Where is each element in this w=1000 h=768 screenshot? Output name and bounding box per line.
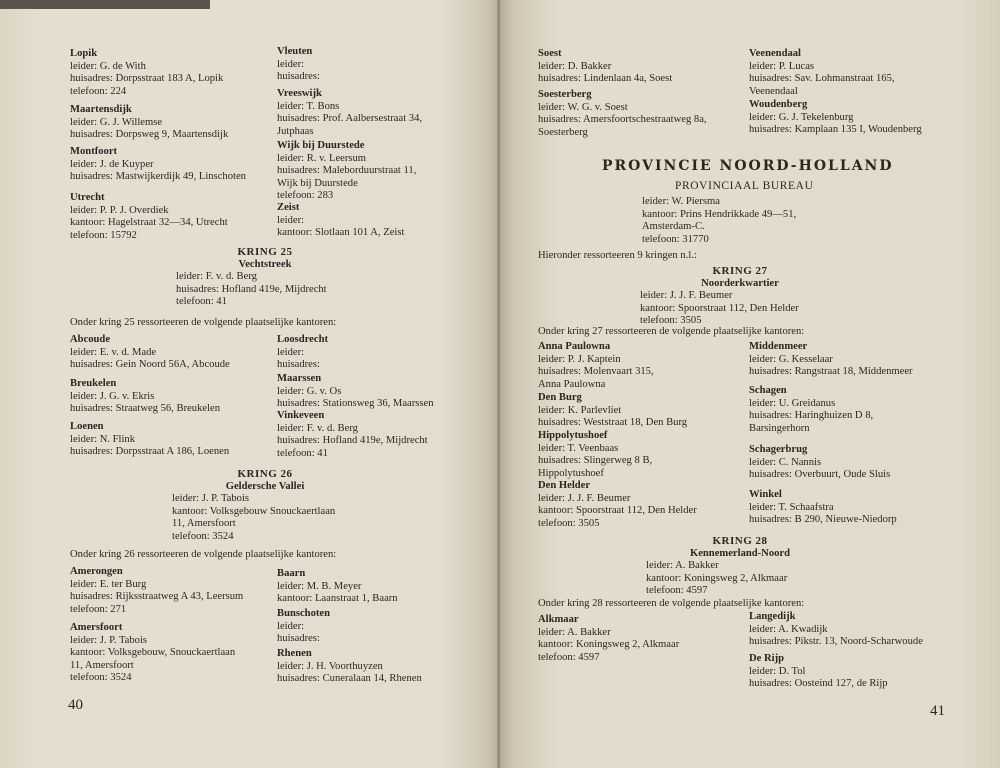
entry-line: huisadres: Overbuurt, Oude Sluis [749,469,891,480]
entry-line: kantoor: Volksgebouw, Snouckaertlaan [70,647,236,658]
entry-line: huisadres: Straatweg 56, Breukelen [70,403,221,414]
entry-breukelen [70,378,220,416]
entry-name: Soest [538,48,562,59]
bureau-line: Amsterdam-C. [642,221,705,232]
kring-line: kantoor: Koningsweg 2, Alkmaar [646,572,788,584]
entry-name: Baarn [277,568,306,579]
entry-line: huisadres: Prof. Aalbersestraat 34, [277,113,423,124]
kring-line: 11, Amersfoort [172,518,236,529]
entry-line: huisadres: Dorpsstraat A 186, Loenen [70,446,230,457]
entry-hippolytushoef [538,430,652,480]
entry-line: Wijk bij Duurstede [277,177,358,189]
kring-line: leider: J. P. Tabois [172,493,250,504]
entry-name: Amerongen [70,566,123,577]
entry-line: leider: G. J. Willemse [70,116,163,128]
entry-vleuten [277,46,320,84]
kring-line: leider: A. Bakker [646,560,719,571]
entry-line: leider: K. Parlevliet [538,404,622,416]
entry-line: leider: T. Schaafstra [749,501,834,513]
entry-line: leider: J. J. F. Beumer [538,492,631,504]
entry-name: Vleuten [277,46,313,57]
entry-langedijk [749,611,923,649]
entry-line: telefoon: 15792 [70,229,137,241]
entry-line: huisadres: Kamplaan 135 I, Woudenberg [749,124,922,135]
entry-line: kantoor: Slotlaan 101 A, Zeist [277,227,405,238]
entry-name: De Rijp [749,653,785,664]
entry-line: leider: T. Bons [277,100,340,112]
entry-soest [538,48,672,86]
kring-line: telefoon: 3524 [172,530,234,542]
entry-line: leider: P. J. Kaptein [538,353,621,365]
entry-line: Veenendaal [749,85,798,97]
entry-line: leider: R. v. Leersum [277,152,367,164]
scan-edge-bar [0,0,210,9]
kring-line: huisadres: Hofland 419e, Mijdrecht [176,283,327,295]
entry-line: huisadres: Rijksstraatweg A 43, Leersum [70,591,244,602]
entry-line: leider: J. G. v. Ekris [70,390,155,402]
kring-line: kantoor: Spoorstraat 112, Den Helder [640,302,799,314]
entry-line: huisadres: Sav. Lohmanstraat 165, [749,73,895,84]
entry-alkmaar [538,614,679,664]
entry-name: Anna Paulowna [538,341,611,352]
entry-name: Breukelen [70,378,117,389]
kring-27-details [640,290,799,328]
kring-27-heading [650,265,830,290]
hieronder-line: Hieronder ressorteeren 9 kringen n.l.: [538,250,697,261]
entry-name: Hippolytushoef [538,430,608,441]
entry-line: telefoon: 283 [277,190,334,201]
kring-line: kantoor: Volksgebouw Snouckaertlaan [172,505,336,517]
entry-den-burg [538,392,687,430]
entry-line: telefoon: 3505 [538,517,600,529]
entry-name: Loenen [70,421,104,432]
entry-line: Jutphaas [277,125,314,137]
entry-name: Wijk bij Duurstede [277,140,365,151]
entry-name: Lopik [70,48,98,59]
entry-line: leider: [277,620,305,632]
entry-middenmeer [749,341,913,379]
entry-line: leider: [277,346,305,358]
entry-name: Veenendaal [749,48,801,59]
entry-line: leider: F. v. d. Berg [277,422,358,434]
entry-name: Alkmaar [538,614,579,625]
entry-lopik [70,48,223,98]
kring-line: telefoon: 41 [176,296,227,307]
entry-line: telefoon: 3524 [70,672,132,683]
kring-title: KRING 27 [712,265,768,277]
kring-28-details [646,560,787,598]
entry-line: huisadres: Cuneralaan 14, Rhenen [277,673,422,684]
kring-name: Kennemerland-Noord [689,547,791,559]
entry-line: leider: N. Flink [70,433,136,445]
entry-vreeswijk [277,88,422,138]
entry-line: leider: D. Bakker [538,60,612,72]
entry-name: Den Burg [538,392,582,403]
entry-line: 11, Amersfoort [70,659,134,671]
kring-line: telefoon: 4597 [646,585,708,596]
entry-line: huisadres: Slingerweg 8 B, [538,455,653,466]
entry-maarssen [277,373,434,411]
entry-line: leider: G. de With [70,60,146,72]
entry-schagen [749,385,873,435]
entry-line: huisadres: Maleborduurstraat 11, [277,165,417,176]
kring-name: Geldersche Vallei [225,480,305,492]
entry-name: Den Helder [538,480,591,491]
kring-title: KRING 28 [712,535,768,547]
entry-abcoude [70,334,230,372]
page-number-right: 41 [930,703,945,719]
bureau-line: telefoon: 31770 [642,233,709,245]
entry-rhenen [277,648,422,686]
entry-name: Schagerbrug [749,444,808,455]
entry-line: leider: W. G. v. Soest [538,101,628,113]
entry-de-rijp [749,653,888,691]
entry-wijk-bij-duurstede [277,140,416,203]
entry-line: leider: A. Kwadijk [749,623,828,635]
entry-schagerbrug [749,444,890,482]
entry-line: leider: D. Tol [749,665,806,677]
entry-line: huisadres: Hofland 419e, Mijdrecht [277,435,428,446]
entry-name: Bunschoten [277,608,330,619]
entry-name: Schagen [749,385,787,396]
kring-name: Noorderkwartier [701,277,779,289]
entry-name: Maartensdijk [70,104,132,115]
kring-line: leider: F. v. d. Berg [176,271,257,282]
entry-line: huisadres: Dorpsstraat 183 A, Lopik [70,73,224,84]
entry-name: Maarssen [277,373,322,384]
bureau-line: kantoor: Prins Hendrikkade 49—51, [642,208,797,220]
entry-line: huisadres: Amersfoortschestraatweg 8a, [538,114,707,125]
kring-title: KRING 26 [237,468,293,480]
entry-line: kantoor: Laanstraat 1, Baarn [277,593,398,604]
page-number-left: 40 [68,697,83,713]
entry-line: Barsingerhorn [749,422,810,434]
entry-montfoort [70,146,246,184]
bureau-details [642,196,796,246]
entry-line: telefoon: 224 [70,85,127,97]
kring-28-heading [650,535,830,560]
kring-27-intro: Onder kring 27 ressorteeren de volgende plaatselijke kantoren: [538,326,805,337]
entry-line: huisadres: [277,359,320,370]
entry-line: huisadres: [277,633,320,644]
entry-line: huisadres: Pikstr. 13, Noord-Scharwoude [749,636,923,647]
entry-utrecht [70,192,228,242]
kring-26-details [172,493,335,543]
entry-zeist [277,202,404,240]
entry-line: huisadres: Weststraat 18, Den Burg [538,417,688,428]
entry-line: telefoon: 4597 [538,651,600,663]
entry-line: telefoon: 271 [70,603,127,615]
entry-line: leider: G. J. Tekelenburg [749,111,854,123]
entry-line: leider: C. Nannis [749,456,822,468]
entry-line: leider: E. ter Burg [70,578,147,590]
entry-name: Middenmeer [749,341,808,352]
entry-line: leider: A. Bakker [538,626,611,638]
entry-line: leider: J. P. Tabois [70,634,148,646]
entry-line: kantoor: Koningsweg 2, Alkmaar [538,639,680,650]
entry-name: Vinkeveen [277,410,325,421]
kring-name: Vechtstreek [238,258,292,270]
kring-title: KRING 25 [237,246,293,258]
entry-bunschoten [277,608,330,646]
entry-line: huisadres: Oosteind 127, de Rijp [749,678,888,689]
entry-line: Soesterberg [538,126,588,138]
entry-amersfoort [70,622,235,685]
entry-name: Rhenen [277,648,312,659]
entry-name: Montfoort [70,146,118,157]
entry-line: leider: G. Kesselaar [749,353,833,365]
entry-line: leider: J. de Kuyper [70,158,154,170]
entry-line: huisadres: [277,71,320,82]
entry-name: Zeist [277,202,300,213]
entry-line: leider: P. Lucas [749,60,815,72]
bureau-line: leider: W. Piersma [642,196,720,207]
entry-veenendaal [749,48,895,98]
entry-name: Amersfoort [70,622,123,633]
kring-28-intro: Onder kring 28 ressorteeren de volgende plaatselijke kantoren: [538,598,805,609]
bureau-title: PROVINCIAAL BUREAU [675,180,814,192]
entry-line: leider: P. P. J. Overdiek [70,204,169,216]
entry-line: huisadres: Stationsweg 36, Maarssen [277,398,434,409]
entry-line: leider: [277,58,305,70]
province-title: PROVINCIE NOORD-HOLLAND [602,158,894,174]
entry-maartensdijk [70,104,228,142]
entry-soesterberg [538,89,707,139]
entry-line: telefoon: 41 [277,447,328,459]
entry-loosdrecht [277,334,328,372]
entry-amerongen [70,566,243,616]
kring-25-intro: Onder kring 25 ressorteeren de volgende plaatselijke kantoren: [70,317,337,328]
entry-name: Winkel [749,489,782,500]
entry-line: huisadres: Gein Noord 56A, Abcoude [70,359,230,370]
entry-line: leider: G. v. Os [277,385,342,397]
entry-line: leider: U. Greidanus [749,397,836,409]
entry-line: huisadres: Mastwijkerdijk 49, Linschoten [70,171,246,182]
entry-line: leider: J. H. Voorthuyzen [277,660,383,672]
entry-line: huisadres: Lindenlaan 4a, Soest [538,73,673,84]
entry-line: leider: M. B. Meyer [277,580,362,592]
kring-25-heading [175,246,355,271]
entry-line: huisadres: Dorpsweg 9, Maartensdijk [70,129,229,140]
entry-woudenberg [749,99,922,137]
kring-25-details [176,271,327,309]
entry-loenen [70,421,229,459]
kring-line: leider: J. J. F. Beumer [640,290,733,301]
entry-vinkeveen [277,410,428,460]
entry-name: Abcoude [70,334,111,345]
entry-line: Anna Paulowna [538,378,606,390]
kring-26-intro: Onder kring 26 ressorteeren de volgende plaatselijke kantoren: [70,549,337,560]
entry-line: huisadres: Haringhuizen D 8, [749,410,874,421]
entry-name: Utrecht [70,192,105,203]
entry-baarn [277,568,398,606]
entry-line: Hippolytushoef [538,467,604,479]
entry-line: leider: [277,214,305,226]
entry-name: Soesterberg [538,89,592,100]
entry-winkel [749,489,897,527]
entry-anna-paulowna [538,341,654,391]
entry-line: leider: E. v. d. Made [70,346,157,358]
entry-name: Vreeswijk [277,88,322,99]
entry-line: huisadres: B 290, Nieuwe-Niedorp [749,514,897,525]
kring-line: telefoon: 3505 [640,315,702,326]
entry-line: huisadres: Rangstraat 18, Middenmeer [749,366,913,377]
entry-name: Woudenberg [749,99,808,110]
entry-name: Langedijk [749,611,796,622]
kring-26-heading [175,468,355,493]
entry-name: Loosdrecht [277,334,329,345]
entry-line: kantoor: Hagelstraat 32—34, Utrecht [70,217,228,228]
entry-line: kantoor: Spoorstraat 112, Den Helder [538,505,697,516]
entry-line: leider: T. Veenbaas [538,442,619,454]
entry-line: huisadres: Molenvaart 315, [538,366,654,377]
right-page [500,0,1000,768]
entry-den-helder [538,480,697,530]
